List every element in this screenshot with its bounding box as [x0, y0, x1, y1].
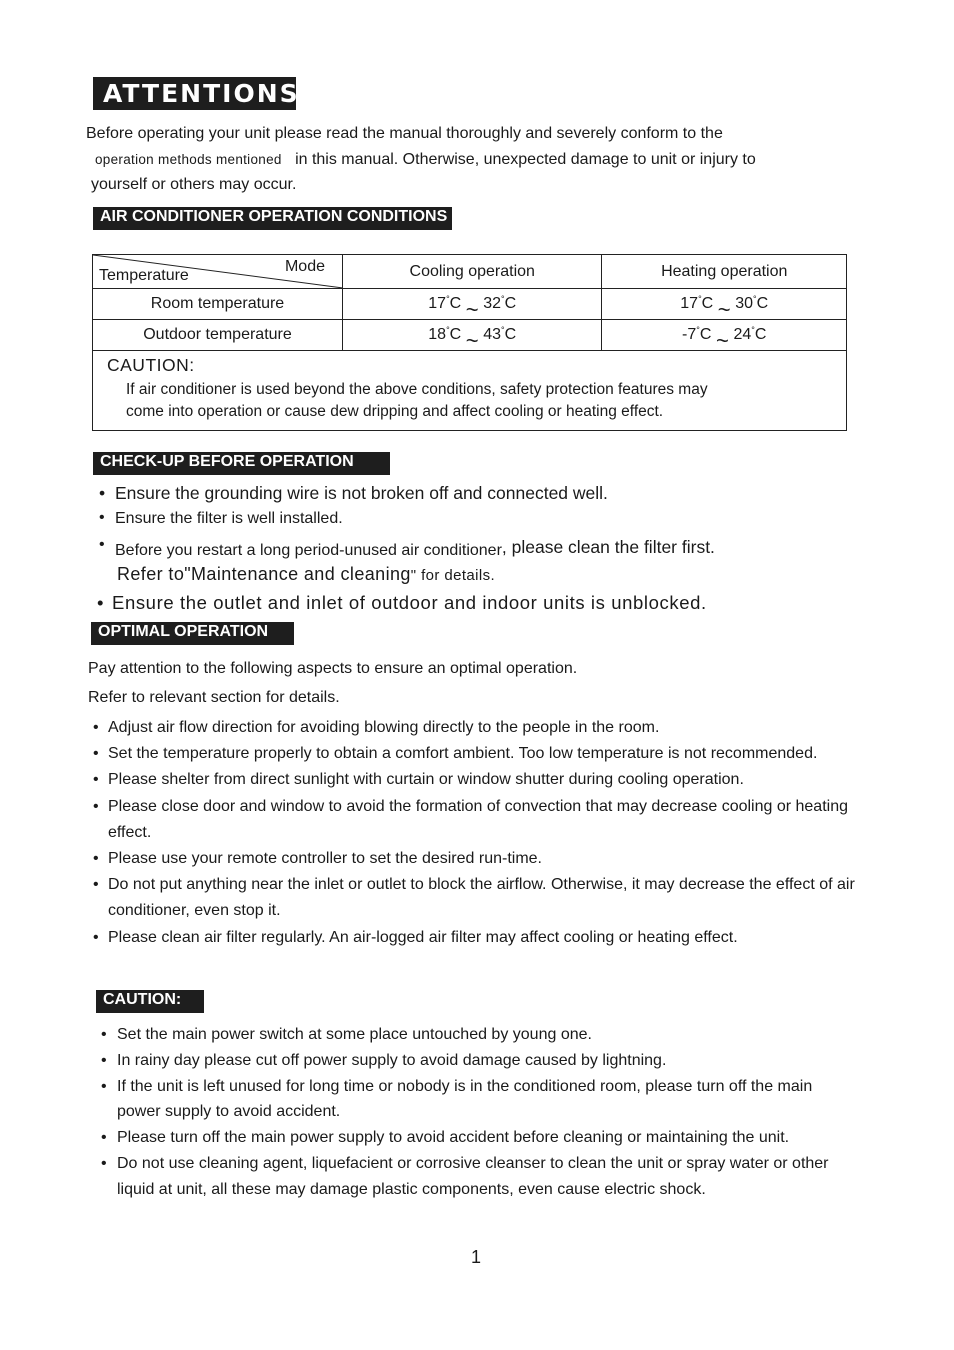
conditions-heading: AIR CONDITIONER OPERATION CONDITIONS	[93, 207, 452, 230]
heating-header: Heating operation	[602, 255, 847, 289]
list-item: • Please close door and window to avoid the formation of convection that may decrease cooling or heating effect.	[88, 794, 860, 846]
tilde-icon: ~	[717, 296, 731, 322]
diagonal-header-cell	[93, 255, 343, 289]
list-item: • Ensure the grounding wire is not broken off and connected well.	[93, 483, 873, 509]
intro-line-3: yourself or others may occur.	[91, 176, 297, 193]
heating-range: 17°C ~ 30°C	[602, 289, 847, 320]
intro-paragraph	[86, 121, 866, 198]
table-header-row	[93, 255, 847, 289]
list-item: • Ensure the outlet and inlet of outdoor and indoor units is unblocked.	[91, 592, 871, 618]
tilde-icon: ~	[465, 296, 479, 322]
conditions-table	[92, 254, 847, 431]
cooling-range: 18°C ~ 43°C	[343, 320, 602, 351]
checkup-list	[93, 483, 873, 618]
tilde-icon: ~	[716, 327, 729, 353]
list-item: • Set the main power switch at some place untouched by young one.	[95, 1022, 860, 1048]
page-title: ATTENTIONS	[93, 77, 296, 110]
row-label: Outdoor temperature	[93, 320, 343, 351]
list-item: • Please clean air filter regularly. An air-logged air filter may affect cooling or heating effect.	[88, 925, 863, 951]
table-row	[93, 320, 847, 351]
optimal-heading: OPTIMAL OPERATION	[91, 622, 294, 645]
caution-cell	[93, 351, 847, 431]
intro-line-1: Before operating your unit please read the manual thoroughly and severely conform to the	[86, 125, 723, 142]
caution-heading: CAUTION:	[96, 990, 204, 1013]
list-item: • Adjust air flow direction for avoiding blowing directly to the people in the room.	[88, 715, 863, 741]
page-number: 1	[471, 1247, 482, 1267]
list-item: • Do not use cleaning agent, liquefacient or corrosive cleanser to clean the unit or spray water or other liquid at unit, all these may damage plastic components, even cause electric shock.	[95, 1151, 859, 1203]
intro-line-2-small: operation methods mentioned	[95, 151, 282, 167]
optimal-list	[88, 715, 863, 951]
diag-mode-label: Mode	[284, 258, 325, 275]
list-item: • Ensure the filter is well installed.	[93, 509, 873, 536]
list-item: • Before you restart a long period-unused air conditioner, please clean the filter first.	[93, 536, 873, 564]
list-item: • Please use your remote controller to set the desired run-time.	[88, 846, 863, 872]
diag-temperature-label: Temperature	[99, 267, 189, 284]
list-item: • Please shelter from direct sunlight with curtain or window shutter during cooling operation.	[88, 767, 863, 793]
intro-line-2-rest: in this manual. Otherwise, unexpected damage to unit or injury to	[295, 150, 756, 168]
list-item: • Please turn off the main power supply to avoid accident before cleaning or maintaining the unit.	[95, 1125, 860, 1151]
caution-row	[93, 351, 847, 431]
list-item: • If the unit is left unused for long time or nobody is in the conditioned room, please turn off the main power supply to avoid accident.	[95, 1074, 842, 1126]
list-item-continuation: Refer to"Maintenance and cleaning" for details.	[117, 564, 496, 584]
caution-list	[95, 1022, 860, 1203]
checkup-heading: CHECK-UP BEFORE OPERATION	[93, 452, 390, 475]
heating-range: -7°C ~ 24°C	[602, 320, 847, 351]
table-caution-title: CAUTION:	[107, 355, 195, 375]
cooling-header: Cooling operation	[343, 255, 602, 289]
row-label: Room temperature	[93, 289, 343, 320]
list-item: • Do not put anything near the inlet or outlet to block the airflow. Otherwise, it may decrease the effect of air conditioner, even stop it.	[88, 872, 856, 924]
tilde-icon: ~	[465, 327, 479, 353]
intro-line-2	[86, 147, 866, 173]
list-item: • Set the temperature properly to obtain a comfort ambient. Too low temperature is not recommended.	[88, 741, 838, 767]
optimal-intro-2: Refer to relevant section for details.	[88, 689, 340, 706]
list-item: • In rainy day please cut off power supply to avoid damage caused by lightning.	[95, 1048, 860, 1074]
table-caution-body: If air conditioner is used beyond the above conditions, safety protection features may come into operation or cause dew dripping and affect cooling or heating effect.	[126, 381, 708, 420]
table-row	[93, 289, 847, 320]
optimal-intro-1: Pay attention to the following aspects to ensure an optimal operation.	[88, 660, 578, 677]
cooling-range: 17°C ~ 32°C	[343, 289, 602, 320]
